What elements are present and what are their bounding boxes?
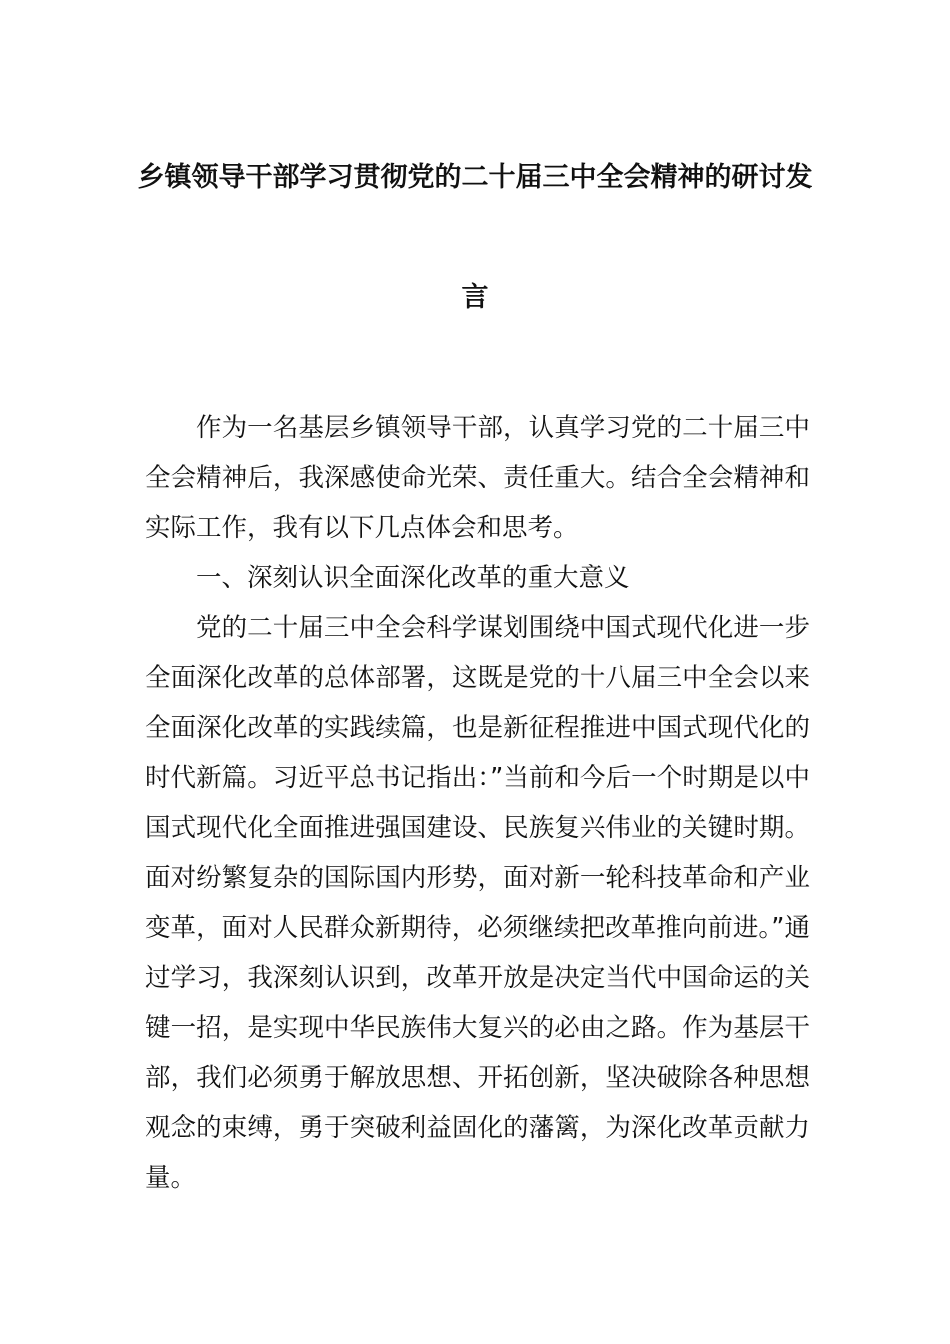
document-title-line-1: 乡镇领导干部学习贯彻党的二十届三中全会精神的研讨发 (137, 162, 813, 193)
paragraph-intro: 作为一名基层乡镇领导干部，认真学习党的二十届三中全会精神后，我深感使命光荣、责任重大。结合全会精神和实际工作，我有以下几点体会和思考。 (145, 413, 810, 543)
paragraph-section-1: 党的二十届三中全会科学谋划围绕中国式现代化进一步全面深化改革的总体部署，这既是党的十八届三中全会以来全面深化改革的实践续篇，也是新征程推进中国式现代化的时代新篇。习近平总书记指出：”当前和今后一个时期是以中国式现代化全面推进强国建设、民族复兴伟业的关键时期。面对纷繁复杂的国际国内形势，面对新一轮科技革命和产业变革，面对人民群众新期待，必须继续把改革推向前进。”通过学习，我深刻认识到，改革开放是决定当代中国命运的关键一招，是实现中华民族伟大复兴的必由之路。作为基层干部，我们必须勇于解放思想、开拓创新，坚决破除各种思想观念的束缚，勇于突破利益固化的藩篱，为深化改革贡献力量。 (145, 613, 810, 1193)
document-title-line-2: 言 (461, 282, 489, 313)
document-body (145, 403, 810, 1203)
section-heading-1: 一、深刻认识全面深化改革的重大意义 (196, 563, 630, 593)
